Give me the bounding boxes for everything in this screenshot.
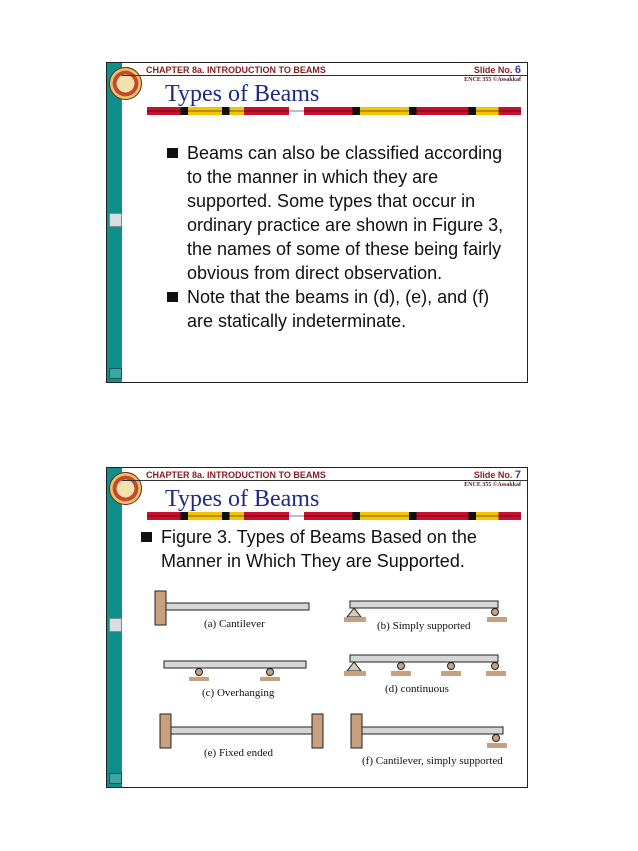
slide-left-bar (107, 63, 122, 382)
header-rule (122, 75, 527, 76)
slide-6 (106, 62, 528, 383)
slide-title: Types of Beams (165, 486, 320, 512)
bullet-list (167, 141, 517, 333)
university-seal-icon (109, 67, 142, 100)
continuous-beam-diagram (344, 655, 506, 676)
propped-cantilever-beam-diagram (351, 714, 507, 748)
course-code: ENCE 355 ©Assakkaf (464, 482, 521, 488)
chapter-title: CHAPTER 8a. INTRODUCTION TO BEAMS (146, 470, 326, 480)
beam-types-figure (107, 468, 528, 788)
slide-number-value: 6 (514, 64, 521, 76)
overhanging-beam-diagram (164, 661, 306, 681)
fixed-ended-beam-diagram (160, 714, 323, 748)
bullet-text: Note that the beams in (d), (e), and (f) are statically indeterminate. (187, 287, 490, 331)
footer-logo-icon (109, 368, 122, 379)
caption-overhanging: (c) Overhanging (202, 687, 275, 699)
slide-title: Types of Beams (165, 81, 320, 107)
bullet-item (167, 141, 517, 285)
caption-cantilever-simply-supported: (f) Cantilever, simply supported (362, 755, 503, 767)
slide-number-label: Slide No. (473, 470, 513, 480)
slide-number (474, 64, 521, 76)
caption-cantilever: (a) Cantilever (204, 618, 265, 630)
caption-fixed-ended: (e) Fixed ended (204, 747, 274, 759)
chapter-title: CHAPTER 8a. INTRODUCTION TO BEAMS (146, 65, 326, 75)
bullet-text: Figure 3. Types of Beams Based on the Manner in Which They are Supported. (161, 527, 477, 571)
bullet-marker (167, 292, 178, 302)
slide-number-label: Slide No. (473, 65, 513, 75)
slide-number-value: 7 (514, 469, 521, 481)
bullet-text: Beams can also be classified according to the manner in which they are supported. Some types that occur in ordinary practice are shown in Figure 3, the names of some of these being fairly obvious from direct observation. (187, 143, 504, 283)
simply-supported-beam-diagram (344, 601, 507, 622)
bullet-item (167, 285, 517, 333)
caption-simply-supported: (b) Simply supported (377, 620, 471, 632)
bullet-marker (167, 148, 178, 158)
course-code: ENCE 355 ©Assakkaf (464, 77, 521, 83)
caption-continuous: (d) continuous (385, 683, 449, 695)
slide-7 (106, 467, 528, 788)
slide-thumbnail-icon (109, 213, 122, 227)
title-stripe (147, 107, 521, 115)
